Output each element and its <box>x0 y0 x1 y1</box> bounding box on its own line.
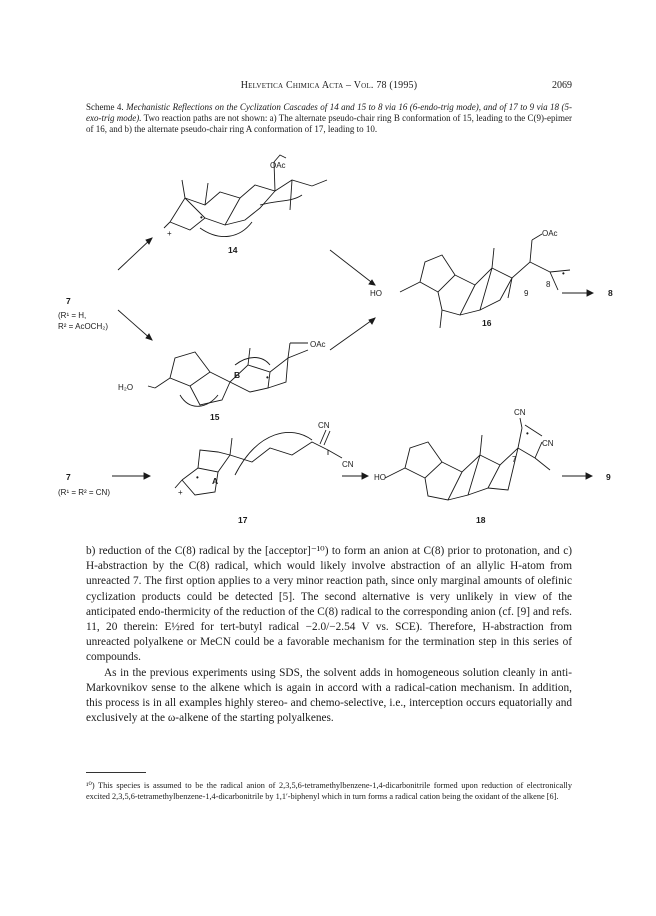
cn-17-side: CN <box>342 460 354 469</box>
radical-dot-16: • <box>562 269 565 278</box>
ring-a-label: A <box>212 476 219 486</box>
caption-label: Scheme 4. <box>86 102 124 112</box>
scheme-caption <box>86 102 572 135</box>
compound-17-label: 17 <box>238 515 248 525</box>
footnote <box>86 780 572 802</box>
structure-16 <box>400 234 570 328</box>
footnote-marker: ¹⁰) <box>86 781 95 790</box>
body-text <box>86 544 572 726</box>
cn-18-top: CN <box>514 408 526 417</box>
start-conditions-top: (R¹ = H, <box>58 311 87 320</box>
product-8-label: 8 <box>608 288 613 298</box>
cn-17-top: CN <box>318 421 330 430</box>
structure-17 <box>175 430 342 495</box>
footnote-text: This species is assumed to be the radical anion of 2,3,5,6-tetramethylbenzene-1,4-dicarbonitrile formed upon reduction of electronically excited 2,3,5,6-tetramethylbenzene-1,4-dicarbonitrile by 1,1′-biphenyl which in turn forms a radical cation being the oxidant of the alkene [6]. <box>86 781 572 801</box>
reaction-arrows <box>112 238 593 479</box>
c8-label-16: 8 <box>546 280 551 289</box>
cn-18-side: CN <box>542 439 554 448</box>
oac-label-14: OAc <box>270 161 286 170</box>
ho-label-16: HO <box>370 289 382 298</box>
reaction-scheme <box>30 150 630 535</box>
radical-dot-18: • <box>526 429 529 438</box>
caption-title: Mechanistic Reflections on the Cyclization Cascades of 14 and 15 to 8 via 16 (6-endo-trig mode), and of 17 to 9 via 18 (5-exo-trig mode). <box>86 102 572 123</box>
compound-15-label: 15 <box>210 412 220 422</box>
start-conditions-second: (R¹ = R² = CN) <box>58 488 110 497</box>
page-number: 2069 <box>552 80 572 91</box>
plus-sign-17: + <box>178 488 183 497</box>
start-conditions-bottom: R² = AcOCH₂) <box>58 322 108 331</box>
journal-title: Helvetica Chimica Acta – Vol. 78 (1995) <box>240 80 418 91</box>
c9-label: 9 <box>524 289 529 298</box>
compound-18-label: 18 <box>476 515 486 525</box>
ho-label-18: HO <box>374 473 386 482</box>
water-label: H₂O <box>118 383 134 392</box>
oac-label-16: OAc <box>542 229 558 238</box>
radical-dot-15: • <box>266 373 269 382</box>
oac-label-15: OAc <box>310 340 326 349</box>
c7-label-18: 7 <box>512 455 517 464</box>
paragraph-2: As in the previous experiments using SDS, the solvent adds in homogeneous solution cleanly in anti-Markovnikov sense to the alkene which is again in accord with a radical-cation mechanism. In addition, this process is in all examples highly stereo- and chemo-selective, i.e., interception occurs equatorially and exclusively at the ω-alkene of the starting polyalkenes. <box>86 666 572 725</box>
structure-15 <box>148 343 308 406</box>
plus-sign-14: + <box>167 229 172 238</box>
ring-b-label: B <box>234 370 241 380</box>
compound-16-label: 16 <box>482 318 492 328</box>
paragraph-1: b) reduction of the C(8) radical by the [acceptor]⁻¹⁰) to form an anion at C(8) prior to protonation, and c) H-abstraction by the C(8) radical, which would likely involve abstraction of an allylic H-atom from unreacted 7. The first option applies to a very minor reaction path, since only marginal amounts of olefinic cyclization products could be detected [5]. The second alternative is very unlikely in view of the anticipated endo-thermicity of the reduction of the C(8) radical to the corresponding anion (cf. [9] and refs. 11, 20 therein: E½red for tert-butyl radical −2.0/−2.54 V vs. SCE). Therefore, H-abstraction from unreacted polyalkene or MeCN could be a favorable mechanism for the termination step in this series of compounds. <box>86 545 572 664</box>
radical-dot-14: • <box>200 213 203 222</box>
start-compound-7-second: 7 <box>66 472 71 482</box>
product-9-label: 9 <box>606 472 611 482</box>
footnote-rule <box>86 772 146 773</box>
start-compound-7: 7 <box>66 296 71 306</box>
radical-dot-17: • <box>196 473 199 482</box>
caption-text: Two reaction paths are not shown: a) The alternate pseudo-chair ring B conformation of 15, leading to the C(9)-epimer of 16, and b) the alternate pseudo-chair ring A conformation of 17, leading to 10. <box>86 113 572 134</box>
compound-14-label: 14 <box>228 245 238 255</box>
structure-14 <box>164 155 327 237</box>
